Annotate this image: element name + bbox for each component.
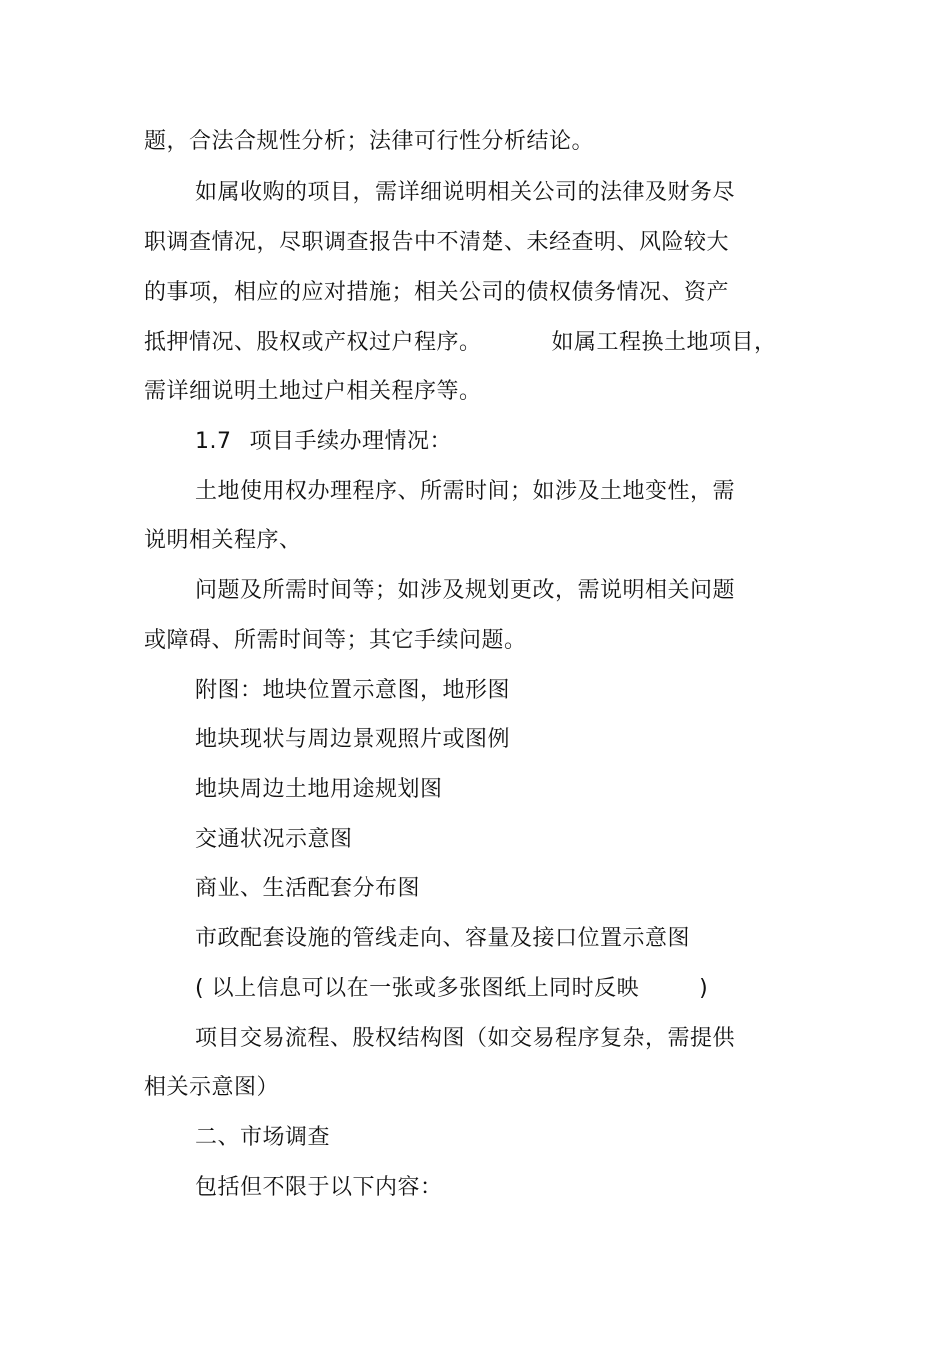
text-segment: 的事项，相应的应对措施；相关公司的债权债务情况、资产 (144, 280, 730, 305)
text-line (195, 477, 735, 507)
text-segment: 如属收购的项目，需详细说明相关公司的法律及财务尽 (195, 180, 736, 205)
list-item (195, 825, 353, 855)
list-item (195, 775, 443, 805)
text-segment: 市政配套设施的管线走向、容量及接口位置示意图 (195, 926, 691, 951)
section-title: 二、市场调查 (195, 1125, 331, 1150)
text-segment: 如属工程换土地项目， (551, 330, 777, 355)
section-number: 1.7 (195, 429, 232, 454)
text-line (144, 626, 527, 656)
text-segment: ) (699, 976, 709, 1001)
text-segment: 需详细说明土地过户相关程序等。 (144, 379, 482, 404)
text-line (144, 328, 777, 358)
text-segment: 职调查情况，尽职调查报告中不清楚、未经查明、风险较大 (144, 230, 730, 255)
text-segment: 相关示意图） (144, 1075, 280, 1100)
text-segment: 商业、生活配套分布图 (195, 876, 421, 901)
text-line (195, 1024, 735, 1054)
text-segment: 土地使用权办理程序、所需时间；如涉及土地变性，需 (195, 479, 736, 504)
text-segment: 包括但不限于以下内容： (195, 1175, 443, 1200)
text-segment: 交通状况示意图 (195, 827, 353, 852)
text-line (195, 178, 735, 208)
text-line (144, 228, 729, 258)
list-item (195, 874, 420, 904)
text-segment: 地块现状与周边景观照片或图例 (195, 727, 511, 752)
text-line (195, 1173, 443, 1203)
text-line (195, 576, 735, 606)
text-segment: 项目交易流程、股权结构图（如交易程序复杂，需提供 (195, 1026, 736, 1051)
text-segment: 题，合法合规性分析；法律可行性分析结论。 (144, 129, 595, 154)
list-item (195, 676, 510, 706)
text-line (144, 127, 594, 157)
text-line (195, 974, 708, 1004)
list-item (195, 725, 510, 755)
text-segment: 说明相关程序、 (144, 528, 302, 553)
text-line (144, 377, 482, 407)
text-line (144, 1073, 279, 1103)
list-item (195, 924, 690, 954)
section-title: 项目手续办理情况： (249, 429, 453, 454)
text-segment: 问题及所需时间等；如涉及规划更改，需说明相关问题 (195, 578, 736, 603)
section-heading (195, 427, 452, 457)
text-segment: 附图：地块位置示意图，地形图 (195, 678, 511, 703)
text-segment: 抵押情况、股权或产权过户程序。 (144, 330, 482, 355)
text-segment: 地块周边土地用途规划图 (195, 777, 443, 802)
text-line (144, 526, 302, 556)
text-segment: 或障碍、所需时间等；其它手续问题。 (144, 628, 527, 653)
section-heading (195, 1123, 330, 1153)
text-line (144, 278, 729, 308)
text-segment: ( 以上信息可以在一张或多张图纸上同时反映 (195, 976, 640, 1001)
